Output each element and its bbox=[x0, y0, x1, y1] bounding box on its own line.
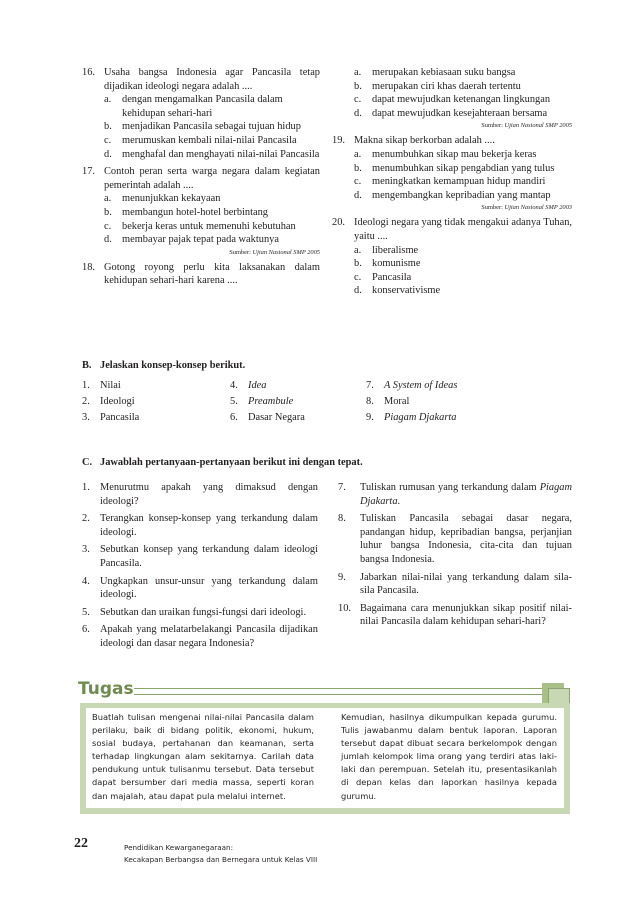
section-b-letter: B. bbox=[82, 360, 92, 371]
option-letter: a. bbox=[354, 244, 362, 256]
question-text: Contoh peran serta warga negara dalam kegiatan pemerintah adalah .... bbox=[104, 166, 320, 191]
multiple-choice-question bbox=[82, 261, 320, 288]
option-text: membangun hotel-hotel berbintang bbox=[122, 206, 269, 218]
option-text: merumuskan kembali nilai-nilai Pancasila bbox=[122, 134, 297, 146]
option-text: membayar pajak tepat pada waktunya bbox=[122, 234, 279, 246]
question-7-italic: Piagam Djakarta bbox=[360, 482, 573, 507]
option-letter: d. bbox=[354, 189, 362, 201]
option-text: menumbuhkan sikap mau bekerja keras bbox=[372, 148, 537, 160]
option-text: dapat mewujudkan kesejahteraan bersama bbox=[372, 107, 548, 119]
term-text: Ideologi bbox=[100, 396, 135, 407]
option-letter: b. bbox=[104, 121, 112, 133]
term-text: Preambule bbox=[248, 396, 294, 407]
section-b-heading bbox=[82, 360, 245, 371]
term-text: Piagam Djakarta bbox=[384, 412, 457, 423]
option-text: merupakan ciri khas daerah tertentu bbox=[372, 80, 521, 92]
option-text: liberalisme bbox=[372, 244, 419, 256]
answer-option bbox=[354, 189, 572, 203]
question-text: Usaha bangsa Indonesia agar Pancasila tetap dijadikan ideologi negara adalah .... bbox=[104, 67, 320, 92]
term-number: 4. bbox=[230, 380, 238, 391]
question-text: Tuliskan Pancasila sebagai dasar negara, pandangan hidup, kepribadian bangsa, perjanjian luhur bangsa Indonesia, cita-cita dan tujuan bangsa Indonesia. bbox=[360, 513, 572, 565]
essay-question bbox=[82, 481, 318, 508]
option-text: komunisme bbox=[372, 258, 421, 270]
essay-question bbox=[82, 575, 318, 602]
answer-option bbox=[354, 244, 572, 258]
question-text: Sebutkan dan uraikan fungsi-fungsi dari ideologi. bbox=[100, 606, 307, 618]
source-note bbox=[354, 121, 572, 130]
question-text: Jabarkan nilai-nilai yang terkandung dalam sila-sila Pancasila. bbox=[360, 571, 572, 597]
question-text: Sebutkan konsep yang terkandung dalam ideologi Pancasila. bbox=[100, 544, 318, 569]
multiple-choice-question bbox=[82, 66, 320, 161]
term-text: Moral bbox=[384, 396, 410, 407]
question-number: 3. bbox=[82, 544, 90, 556]
question-number: 17. bbox=[82, 166, 95, 178]
section-c-right-column bbox=[338, 481, 572, 633]
section-c-title: Jawablah pertanyaan-pertanyaan berikut ini dengan tepat. bbox=[100, 457, 363, 468]
question-text: Gotong royong perlu kita laksanakan dalam kehidupan sehari-hari karena .... bbox=[104, 261, 320, 287]
question-number: 6. bbox=[82, 624, 90, 636]
source-label: Sumber: bbox=[481, 204, 503, 212]
source-note bbox=[104, 248, 320, 257]
concept-term bbox=[366, 411, 456, 425]
essay-question bbox=[338, 571, 572, 598]
term-text: Pancasila bbox=[100, 412, 140, 423]
footer-line-2: Kecakapan Berbangsa dan Bernegara untuk Kelas VIII bbox=[124, 855, 318, 864]
answer-option bbox=[104, 120, 320, 134]
multiple-choice-question bbox=[82, 165, 320, 257]
option-text: bekerja keras untuk memenuhi kebutuhan bbox=[122, 220, 296, 232]
essay-question bbox=[82, 512, 318, 539]
concept-term bbox=[230, 395, 293, 409]
answer-option bbox=[104, 192, 320, 206]
option-letter: b. bbox=[104, 206, 112, 218]
question-18-options bbox=[332, 66, 572, 130]
option-text: meningkatkan kemampuan hidup mandiri bbox=[372, 176, 546, 188]
essay-question bbox=[82, 606, 318, 620]
concept-term bbox=[230, 411, 305, 425]
question-7-prefix: Tuliskan rumusan yang terkandung dalam bbox=[360, 482, 537, 493]
term-text: A System of Ideas bbox=[384, 380, 458, 391]
question-number: 1. bbox=[82, 482, 90, 493]
answer-option bbox=[354, 257, 572, 271]
option-letter: a. bbox=[104, 94, 112, 106]
term-number: 2. bbox=[82, 396, 90, 407]
essay-question bbox=[82, 623, 318, 650]
answer-option bbox=[354, 162, 572, 176]
option-text: menumbuhkan sikap pengabdian yang tulus bbox=[372, 162, 555, 174]
option-text: dengan mengamalkan Pancasila dalam kehidupan sehari-hari bbox=[122, 94, 283, 119]
answer-option bbox=[104, 93, 320, 120]
answer-option bbox=[354, 66, 572, 80]
question-text: Makna sikap berkorban adalah .... bbox=[354, 135, 495, 147]
option-text: Pancasila bbox=[372, 271, 412, 283]
option-text: menjadikan Pancasila sebagai tujuan hidup bbox=[122, 121, 301, 133]
tugas-heading-rule bbox=[134, 688, 542, 695]
question-number: 19. bbox=[332, 135, 345, 147]
question-7-suffix: . bbox=[397, 495, 401, 507]
section-c-left-column bbox=[82, 481, 318, 655]
answer-option bbox=[354, 271, 572, 285]
footer-line-1: Pendidikan Kewarganegaraan: bbox=[124, 843, 233, 852]
option-letter: a. bbox=[354, 148, 362, 160]
term-text: Dasar Negara bbox=[248, 412, 305, 423]
term-number: 5. bbox=[230, 396, 238, 407]
question-number: 5. bbox=[82, 606, 90, 618]
concept-term bbox=[230, 379, 266, 393]
option-letter: c. bbox=[104, 134, 112, 146]
right-question-column bbox=[332, 66, 572, 302]
tugas-title: Tugas bbox=[78, 679, 134, 699]
source-label: Sumber: bbox=[229, 248, 251, 256]
answer-option bbox=[354, 284, 572, 298]
option-letter: a. bbox=[354, 67, 362, 78]
concept-term bbox=[366, 395, 409, 409]
footer-book-title bbox=[124, 842, 317, 866]
question-text: Ideologi negara yang tidak mengakui adanya Tuhan, yaitu .... bbox=[354, 217, 572, 242]
option-letter: b. bbox=[354, 162, 362, 174]
source-title: Ujian Nasional SMP 2003 bbox=[504, 204, 572, 212]
source-note bbox=[354, 203, 572, 212]
option-text: menghafal dan menghayati nilai-nilai Pancasila bbox=[122, 148, 320, 160]
term-number: 6. bbox=[230, 412, 238, 423]
question-number: 10. bbox=[338, 602, 351, 614]
term-text: Nilai bbox=[100, 380, 121, 391]
option-text: merupakan kebiasaan suku bangsa bbox=[372, 67, 516, 78]
answer-option bbox=[104, 134, 320, 148]
option-text: konservativisme bbox=[372, 285, 441, 297]
left-question-column bbox=[82, 66, 320, 292]
term-number: 8. bbox=[366, 396, 374, 407]
term-number: 9. bbox=[366, 412, 374, 423]
answer-option bbox=[104, 220, 320, 234]
section-c-letter: C. bbox=[82, 457, 93, 468]
question-number: 2. bbox=[82, 513, 90, 525]
essay-question bbox=[338, 481, 572, 508]
term-number: 1. bbox=[82, 380, 90, 391]
term-number: 7. bbox=[366, 380, 374, 391]
option-letter: d. bbox=[354, 285, 362, 297]
option-text: dapat mewujudkan ketenangan lingkungan bbox=[372, 94, 551, 106]
question-number: 4. bbox=[82, 575, 90, 587]
answer-option bbox=[354, 93, 572, 107]
option-text: mengembangkan kepribadian yang mantap bbox=[372, 189, 551, 201]
option-text: menunjukkan kekayaan bbox=[122, 193, 221, 205]
question-number: 8. bbox=[338, 513, 346, 525]
option-letter: d. bbox=[354, 107, 362, 119]
question-number: 16. bbox=[82, 67, 95, 78]
answer-option bbox=[104, 148, 320, 162]
term-number: 3. bbox=[82, 412, 90, 423]
tugas-left-text: Buatlah tulisan mengenai nilai-nilai Pancasila dalam perilaku, baik di bidang politik, ekonomi, hukum, sosial budaya, pertahanan dan keamanan, serta terhadap lingkungan alam sekitarnya. Carilah data pendukung untuk tulisanmu tersebut. Data tersebut dapat bersumber dari media massa, seperti koran dan majalah, atau dapat pula melalui internet. bbox=[92, 712, 314, 801]
term-text: Idea bbox=[248, 380, 267, 391]
question-number: 7. bbox=[338, 482, 346, 493]
question-text: Ungkapkan unsur-unsur yang terkandung dalam ideologi. bbox=[100, 575, 318, 601]
source-title: Ujian Nasional SMP 2005 bbox=[252, 248, 320, 256]
tugas-right-text: Kemudian, hasilnya dikumpulkan kepada gurumu. Tulis jawabanmu dalam bentuk laporan. Laporan tersebut dapat dibuat secara berkelompok dengan jumlah kelompok lima orang yang terdiri atas laki-laki dan perempuan. Setelah itu, presentasikanlah di depan kelas dan laporkan hasilnya kepada gurumu. bbox=[341, 712, 557, 801]
answer-option bbox=[354, 175, 572, 189]
question-number: 9. bbox=[338, 571, 346, 583]
section-c-heading bbox=[82, 457, 363, 468]
question-text: Apakah yang melatarbelakangi Pancasila dijadikan ideologi dan dasar negara Indonesia? bbox=[100, 624, 318, 649]
option-letter: c. bbox=[354, 176, 362, 188]
essay-question bbox=[82, 543, 318, 570]
multiple-choice-question bbox=[332, 134, 572, 212]
multiple-choice-question bbox=[332, 216, 572, 298]
essay-question bbox=[338, 602, 572, 629]
question-text: Terangkan konsep-konsep yang terkandung dalam ideologi. bbox=[100, 513, 318, 538]
answer-option bbox=[354, 107, 572, 121]
option-letter: d. bbox=[104, 148, 112, 160]
source-title: Ujian Nasional SMP 2005 bbox=[504, 122, 572, 130]
option-letter: c. bbox=[354, 94, 362, 106]
answer-option bbox=[104, 233, 320, 247]
page-number: 22 bbox=[74, 836, 88, 851]
question-text: Bagaimana cara menunjukkan sikap positif nilai-nilai Pancasila dalam kehidupan sehari-hari? bbox=[360, 602, 572, 628]
concept-term bbox=[366, 379, 457, 393]
option-letter: d. bbox=[104, 234, 112, 246]
section-b-title: Jelaskan konsep-konsep berikut. bbox=[100, 360, 246, 371]
concept-term bbox=[82, 379, 121, 393]
answer-option bbox=[354, 80, 572, 94]
option-letter: c. bbox=[104, 220, 112, 232]
option-letter: a. bbox=[104, 193, 112, 205]
question-number: 20. bbox=[332, 217, 345, 229]
concept-term bbox=[82, 395, 135, 409]
source-label: Sumber: bbox=[481, 122, 503, 130]
option-letter: b. bbox=[354, 258, 362, 270]
question-text: Menurutmu apakah yang dimaksud dengan ideologi? bbox=[100, 482, 318, 507]
essay-question bbox=[338, 512, 572, 566]
answer-option bbox=[354, 148, 572, 162]
option-letter: b. bbox=[354, 80, 362, 92]
question-number: 18. bbox=[82, 261, 95, 273]
concept-term bbox=[82, 411, 139, 425]
option-letter: c. bbox=[354, 271, 362, 283]
answer-option bbox=[104, 206, 320, 220]
